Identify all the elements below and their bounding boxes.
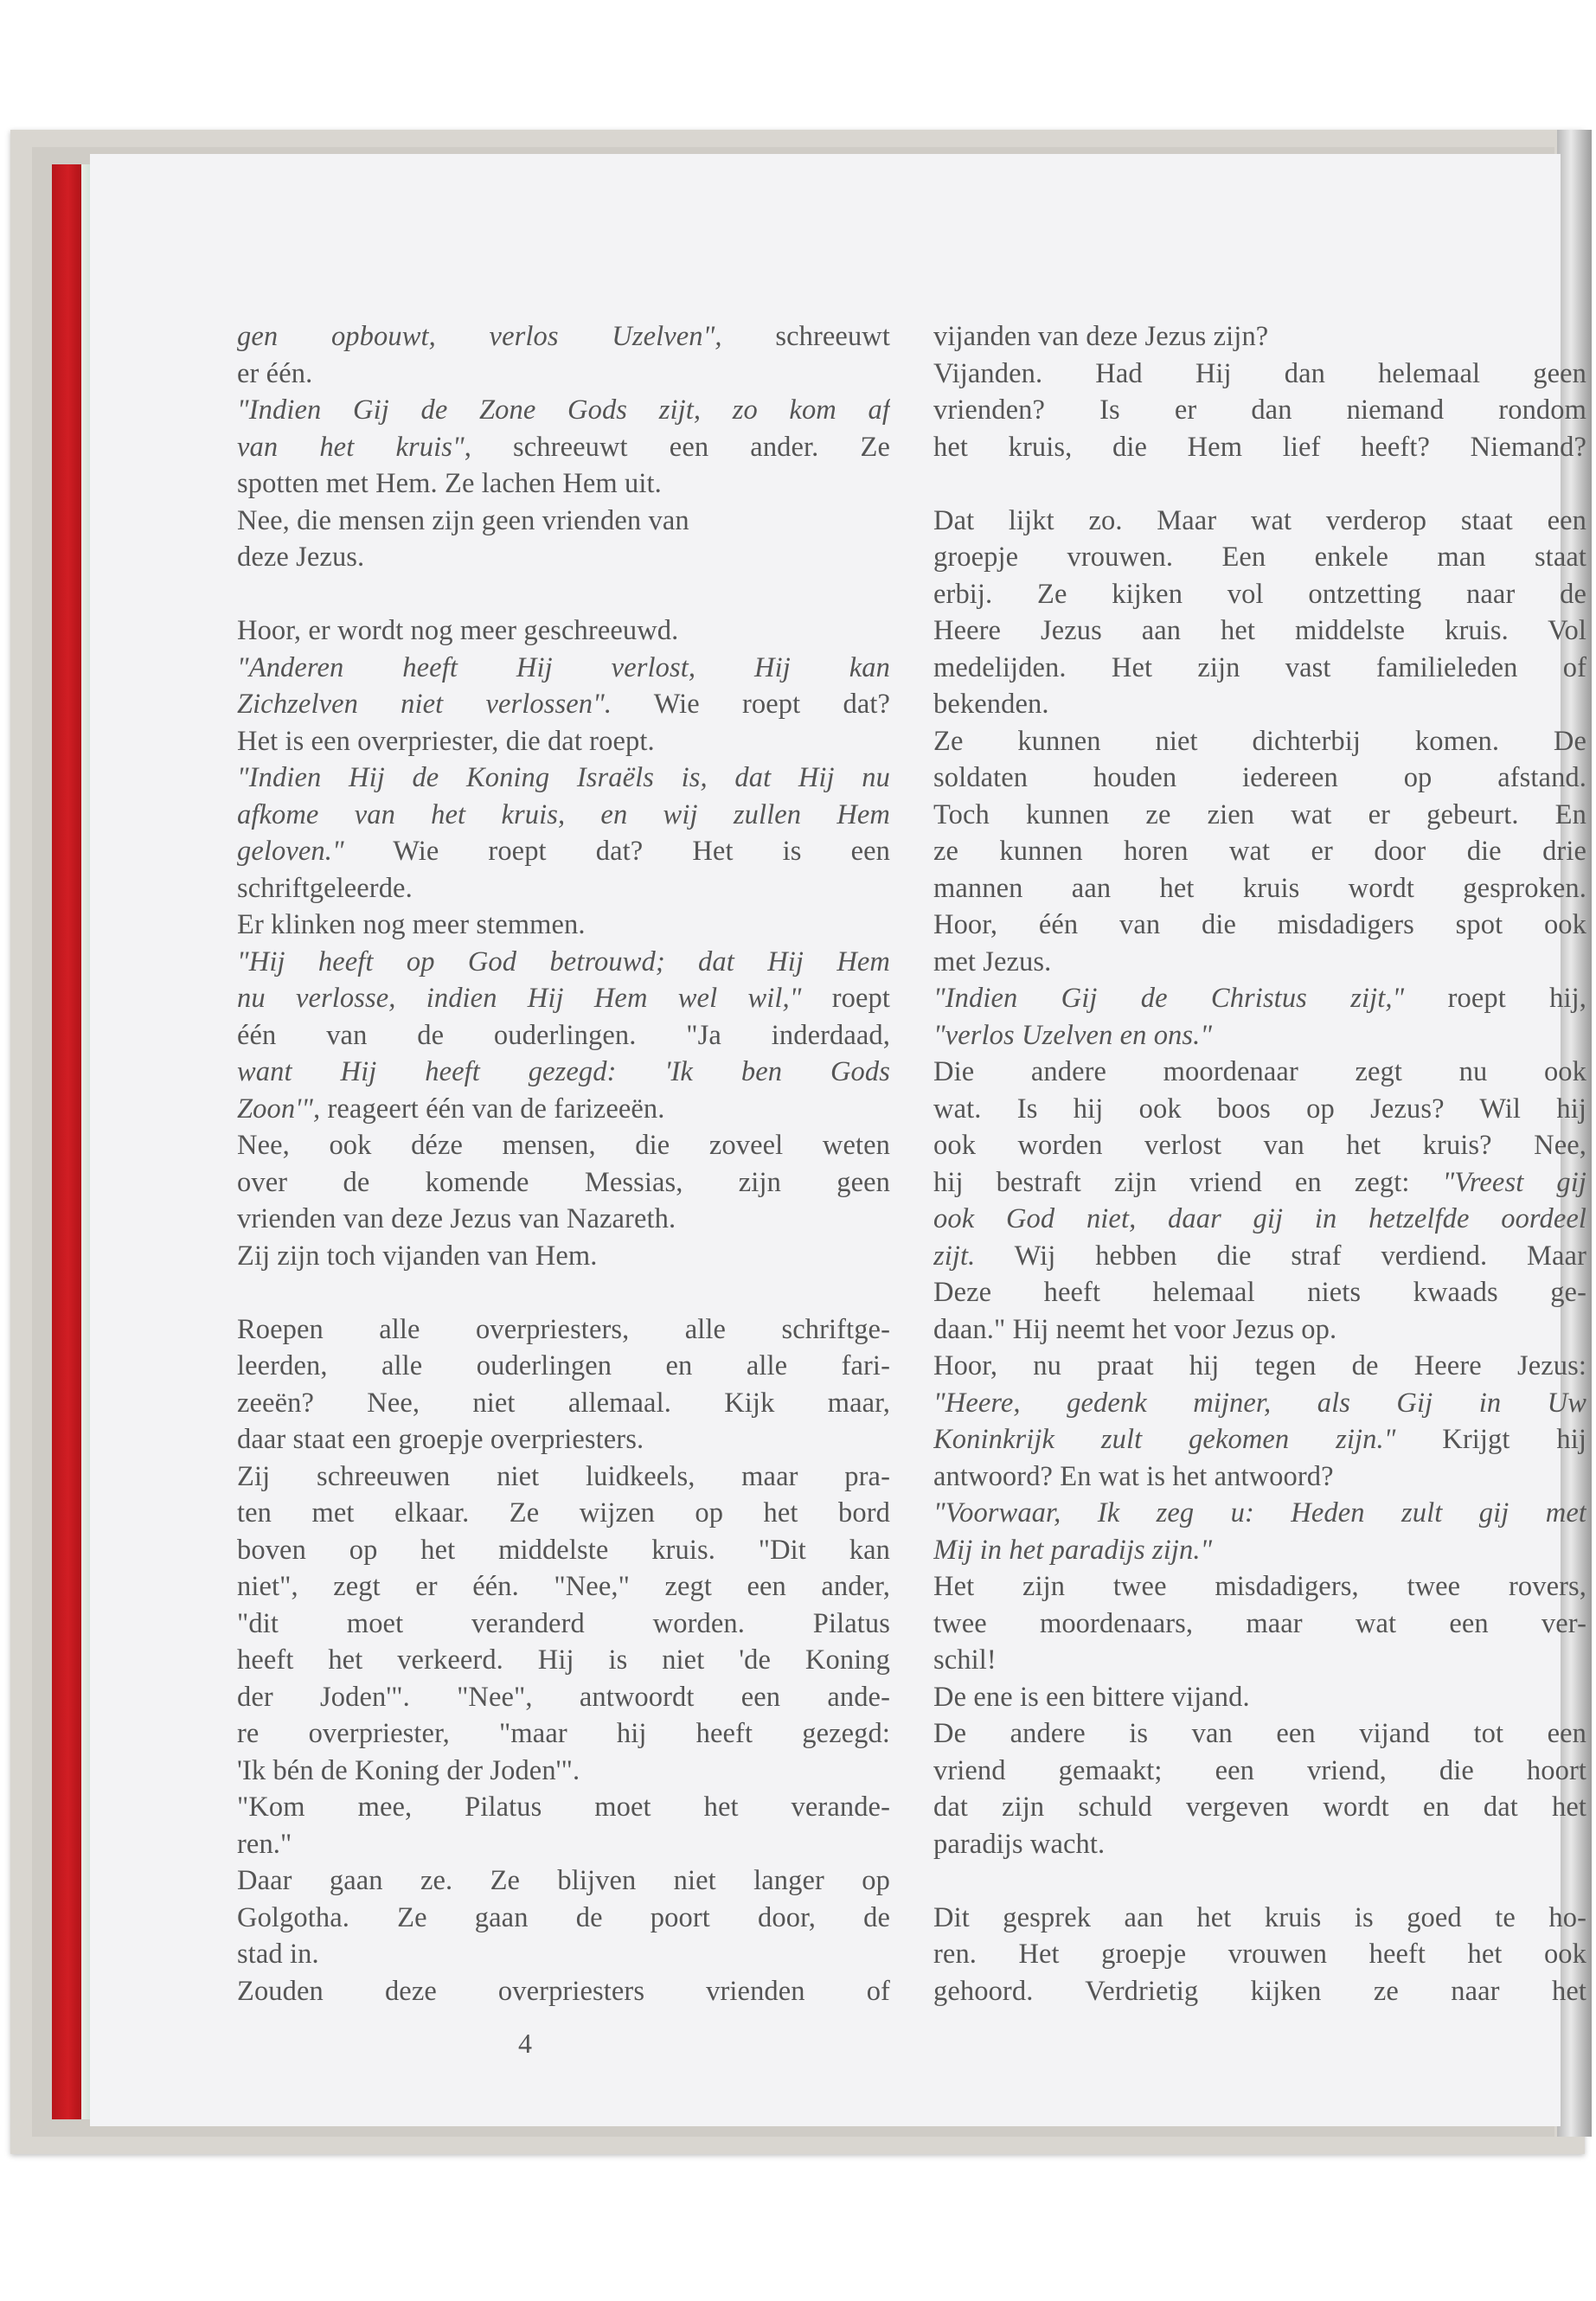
text-line: Toch kunnen ze zien wat er gebeurt. En <box>933 798 1586 830</box>
right-column <box>933 318 1586 2009</box>
text-line: boven op het middelste kruis. "Dit kan <box>237 1534 890 1566</box>
paragraph-gap <box>237 576 890 613</box>
text-line: het kruis, die Hem lief heeft? Niemand? <box>933 431 1586 463</box>
text-line: Koninkrijk zult gekomen zijn." Krijgt hij <box>933 1424 1586 1455</box>
text-line: ren. Het groepje vrouwen heeft het ook <box>933 1939 1586 1970</box>
left-column <box>237 318 890 2009</box>
text-line: Hoor, nu praat hij tegen de Heere Jezus: <box>933 1350 1586 1381</box>
text-line: "verlos Uzelven en ons." <box>933 1019 1213 1051</box>
text-line: niet", zegt er één. "Nee," zegt een ander, <box>237 1571 890 1602</box>
text-line: Golgotha. Ze gaan de poort door, de <box>237 1901 890 1933</box>
text-line: ten met elkaar. Ze wijzen op het bord <box>237 1497 890 1529</box>
text-line: Mij in het paradijs zijn." <box>933 1534 1213 1566</box>
text-line: want Hij heeft gezegd: 'Ik ben Gods <box>237 1056 890 1087</box>
text-line: erbij. Ze kijken vol ontzetting naar de <box>933 578 1586 610</box>
text-line: afkome van het kruis, en wij zullen Hem <box>237 798 890 830</box>
page <box>90 154 1586 2126</box>
text-line: paradijs wacht. <box>933 1828 1106 1860</box>
paragraph-gap <box>933 465 1586 503</box>
text-line: gen opbouwt, verlos Uzelven", schreeuwt <box>237 321 890 352</box>
text-line: Hoor, één van die misdadigers spot ook <box>933 909 1586 940</box>
text-line: ze kunnen horen wat er door die drie <box>933 836 1586 867</box>
text-line: Zij schreeuwen niet luidkeels, maar pra- <box>237 1460 890 1492</box>
text-line: Roepen alle overpriesters, alle schriftge- <box>237 1313 890 1345</box>
text-line: wat. Is hij ook boos op Jezus? Wil hij <box>933 1093 1586 1125</box>
text-line: ook worden verlost van het kruis? Nee, <box>933 1130 1586 1161</box>
text-line: Die andere moordenaar zegt nu ook <box>933 1056 1586 1087</box>
text-line: spotten met Hem. Ze lachen Hem uit. <box>237 468 662 499</box>
text-line: Vijanden. Had Hij dan helemaal geen <box>933 357 1586 389</box>
text-line: leerden, alle ouderlingen en alle fari- <box>237 1350 890 1381</box>
text-line: Het is een overpriester, die dat roept. <box>237 725 655 757</box>
text-line: vrienden? Is er dan niemand rondom <box>933 394 1586 426</box>
text-line: 'Ik bén de Koning der Joden'". <box>237 1754 580 1786</box>
text-line: medelijden. Het zijn vast familieleden of <box>933 651 1586 683</box>
text-line: Zouden deze overpriesters vrienden of <box>237 1975 890 2007</box>
text-line: één van de ouderlingen. "Ja inderdaad, <box>237 1019 890 1051</box>
text-line: mannen aan het kruis wordt gesproken. <box>933 872 1586 904</box>
text-line: geloven." Wie roept dat? Het is een <box>237 836 890 867</box>
text-line: van het kruis", schreeuwt een ander. Ze <box>237 431 890 463</box>
paragraph-gap <box>933 1862 1586 1900</box>
text-line: hij bestraft zijn vriend en zegt: "Vreest gij <box>933 1166 1586 1198</box>
text-line: De ene is een bittere vijand. <box>933 1681 1250 1713</box>
text-line: twee moordenaars, maar wat een ver- <box>933 1607 1586 1639</box>
text-line: Deze heeft helemaal niets kwaads ge- <box>933 1277 1586 1308</box>
text-line: daan." Hij neemt het voor Jezus op. <box>933 1313 1337 1345</box>
text-line: De andere is van een vijand tot een <box>933 1718 1586 1749</box>
text-line: stad in. <box>237 1939 319 1970</box>
text-line: over de komende Messias, zijn geen <box>237 1166 890 1198</box>
text-line: "Indien Hij de Koning Israëls is, dat Hij nu <box>237 762 890 793</box>
text-line: "Heere, gedenk mijner, als Gij in Uw <box>933 1387 1586 1419</box>
text-line: er één. <box>237 357 313 389</box>
text-line: Daar gaan ze. Ze blijven niet langer op <box>237 1865 890 1896</box>
text-line: Nee, die mensen zijn geen vrienden van <box>237 504 689 536</box>
text-line: Hoor, er wordt nog meer geschreeuwd. <box>237 615 679 646</box>
text-line: schil! <box>933 1644 997 1676</box>
text-line: vijanden van deze Jezus zijn? <box>933 321 1269 352</box>
text-line: Het zijn twee misdadigers, twee rovers, <box>933 1571 1586 1602</box>
text-line: re overpriester, "maar hij heeft gezegd: <box>237 1718 890 1749</box>
text-line: groepje vrouwen. Een enkele man staat <box>933 542 1586 573</box>
text-line: met Jezus. <box>933 945 1052 977</box>
text-line: vriend gemaakt; een vriend, die hoort <box>933 1754 1586 1786</box>
text-line: deze Jezus. <box>237 542 365 573</box>
text-line: bekenden. <box>933 689 1049 720</box>
text-line: heeft het verkeerd. Hij is niet 'de Koning <box>237 1644 890 1676</box>
text-line: Er klinken nog meer stemmen. <box>237 909 586 940</box>
text-line: Ze kunnen niet dichterbij komen. De <box>933 725 1586 757</box>
text-line: schriftgeleerde. <box>237 872 413 904</box>
text-line: ook God niet, daar gij in hetzelfde oordeel <box>933 1203 1586 1234</box>
text-line: Dat lijkt zo. Maar wat verderop staat een <box>933 504 1586 536</box>
text-line: "Anderen heeft Hij verlost, Hij kan <box>237 651 890 683</box>
text-line: nu verlosse, indien Hij Hem wel wil," roept <box>237 983 890 1014</box>
text-line: Nee, ook déze mensen, die zoveel weten <box>237 1130 890 1161</box>
text-line: "Kom mee, Pilatus moet het verande- <box>237 1791 890 1823</box>
text-line: soldaten houden iedereen op afstand. <box>933 762 1586 793</box>
text-line: antwoord? En wat is het antwoord? <box>933 1460 1334 1492</box>
text-line: Zij zijn toch vijanden van Hem. <box>237 1240 598 1272</box>
text-line: ren." <box>237 1828 292 1860</box>
text-line: zijt. Wij hebben die straf verdiend. Maar <box>933 1240 1586 1272</box>
page-number: 4 <box>518 2028 532 2059</box>
text-line: Heere Jezus aan het middelste kruis. Vol <box>933 615 1586 646</box>
text-line: daar staat een groepje overpriesters. <box>237 1424 644 1455</box>
text-line: gehoord. Verdrietig kijken ze naar het <box>933 1975 1586 2007</box>
text-line: "dit moet veranderd worden. Pilatus <box>237 1607 890 1639</box>
text-line: Zichzelven niet verlossen". Wie roept dat? <box>237 689 890 720</box>
text-line: zeeën? Nee, niet allemaal. Kijk maar, <box>237 1387 890 1419</box>
text-line: "Voorwaar, Ik zeg u: Heden zult gij met <box>933 1497 1586 1529</box>
text-line: "Indien Gij de Zone Gods zijt, zo kom af <box>237 394 890 426</box>
text-line: "Indien Gij de Christus zijt," roept hij, <box>933 983 1586 1014</box>
text-line: dat zijn schuld vergeven wordt en dat het <box>933 1791 1586 1823</box>
text-line: Zoon'", reageert één van de farizeeën. <box>237 1093 665 1125</box>
paragraph-gap <box>237 1274 890 1311</box>
spine-red-edge <box>52 164 81 2119</box>
text-line: "Hij heeft op God betrouwd; dat Hij Hem <box>237 945 890 977</box>
text-line: der Joden'". "Nee", antwoordt een ande- <box>237 1681 890 1713</box>
text-line: vrienden van deze Jezus van Nazareth. <box>237 1203 676 1234</box>
text-line: Dit gesprek aan het kruis is goed te ho- <box>933 1901 1586 1933</box>
